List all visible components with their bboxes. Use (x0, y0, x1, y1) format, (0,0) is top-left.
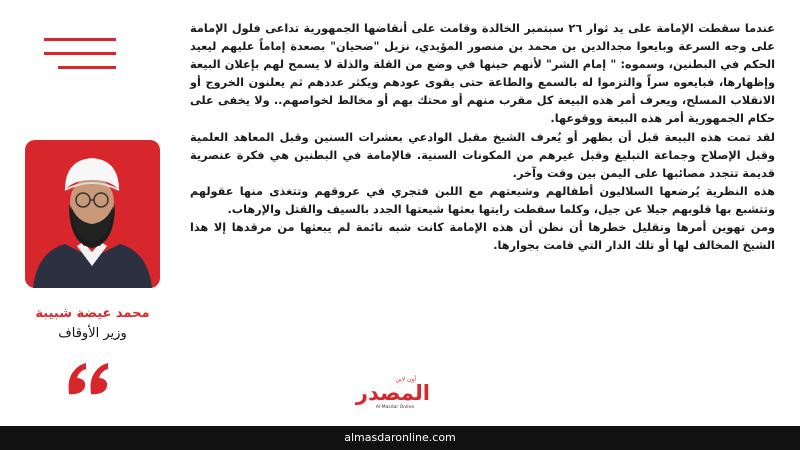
article-paragraph: عندما سقطت الإمامة على يد ثوار ٢٦ سبتمبر الخالدة وقامت على أنقاضها الجمهورية تداعى فلول الإمامة على وجه السرعة وبايعوا مجدالدين بن محمد بن منصور المؤيدي، نزيل "ضحيان" بصعدة إماماً عليهم ليعيد الحكم في البطنين، وسموه: " إمام الشر" لأنهم حينها في وضع من القلة والذلة لا يسمح لهم بإعلان البيعة وإظهارها، فبايعوه سراً والتزموا له بالسمع والطاعة حتى يقوى عودهم ويكثر عددهم ثم يعلنون الخروج أو الانقلاب المسلح، ويعرف أمر هذه البيعة كل مقرب منهم أو محتك بهم أو مخالط لخواصهم.. ولا يخفى على حكام الجمهورية أمر هذه البيعة ووقوعها. (190, 22, 775, 126)
article-paragraph: ومن تهوين أمرها وتقليل خطرها أن نظن أن هذه الإمامة كانت شبه نائمة لم يبعثها من مرقدها إلا هذا الشيخ المخالف لها أو تلك الدار التي قامت بجوارها. (190, 221, 775, 253)
decorative-accent-lines (44, 38, 116, 80)
almasdar-logo (355, 376, 430, 412)
logo-sub-text: Al-Masdar Online (375, 405, 415, 410)
logo-main-text: المصدر (355, 381, 430, 405)
footer-bar (0, 426, 800, 450)
accent-line (44, 38, 116, 41)
quote-icon (65, 360, 111, 400)
article-paragraph: لقد تمت هذه البيعة قبل أن يظهر أو يُعرف الشيخ مقبل الوادعي بعشرات السنين وقبل المعاهد العلمية وقبل الإصلاح وجماعة التبليغ وقبل غيرهم من المكونات السنية. فالإمامة في البطنين هي فكرة عنصرية قديمة تتجدد مصائبها على اليمن بين وقت وآخر. (190, 130, 775, 180)
accent-line (44, 52, 116, 55)
logo-small-text: أون لاين (395, 376, 416, 383)
footer-url[interactable]: almasdaronline.com (344, 431, 456, 444)
author-photo (25, 140, 160, 288)
article-body (190, 20, 775, 255)
accent-line (58, 66, 116, 69)
author-name: محمد عيضة شبيبة (35, 306, 150, 321)
author-title: وزير الأوقاف (58, 326, 127, 341)
article-paragraph: هذه النظرية يُرضعها السلاليون أطفالهم وشيعتهم مع اللبن فتجري في عروقهم وتتغذى منها عقولهم وتتشبع بها قلوبهم جيلا عن جيل، وكلما سقطت رايتها بعثها شيعتها الجدد بالسيف والقتل والإرهاب. (190, 184, 775, 216)
